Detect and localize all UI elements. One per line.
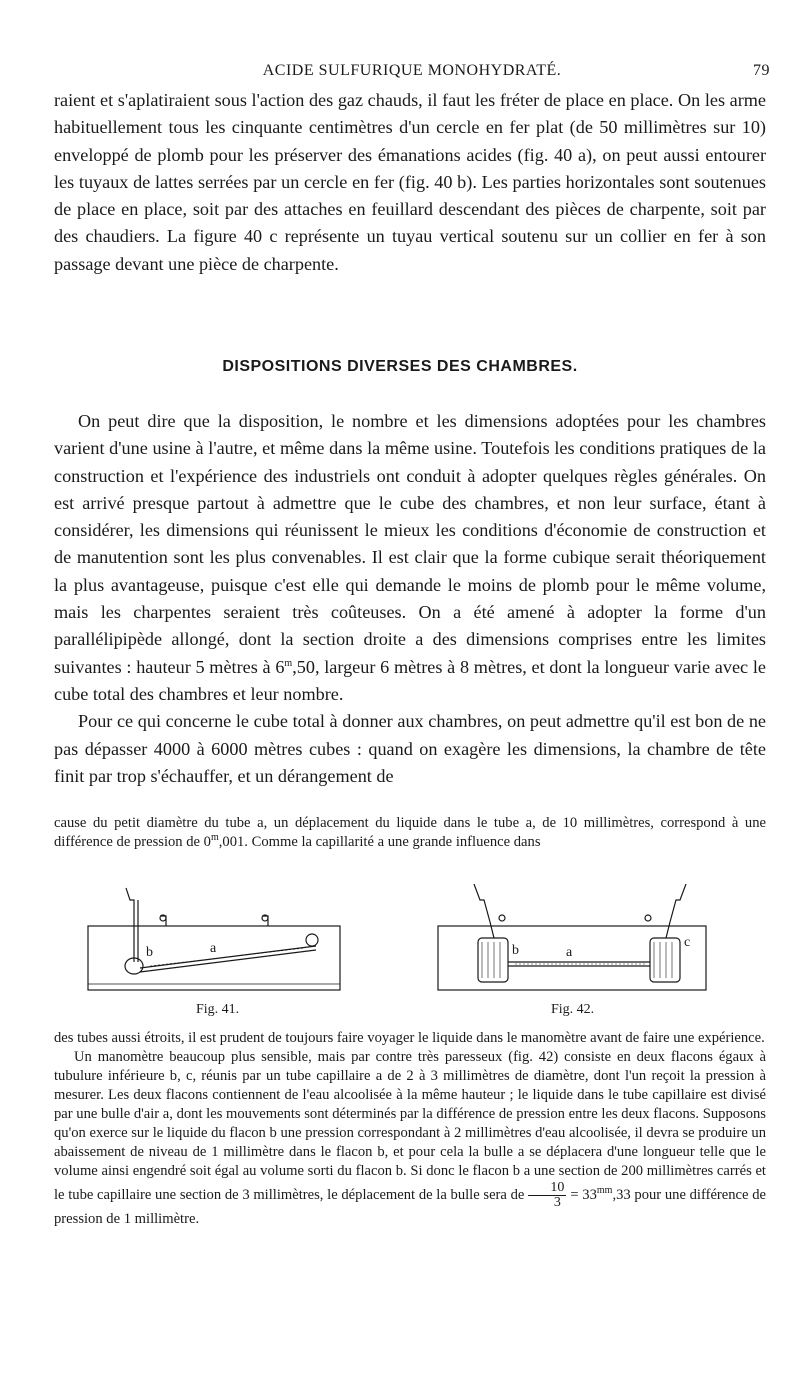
fig-42-label-c: c — [684, 935, 691, 950]
fig-42-label-a: a — [566, 945, 573, 960]
body-text-top — [54, 87, 766, 278]
footnote-tubes: des tubes aussi étroits, il est prudent de toujours faire voyager le liquide dans le manomètre avant de faire une expérience. — [54, 1030, 765, 1046]
paragraph-dispositions-b: ,50, largeur 6 mètres à 8 mètres, et dont la longueur varie avec le cube total des chambres et leur nombre. — [54, 656, 766, 704]
fig-42-label-b: b — [512, 943, 519, 958]
page-number: 79 — [753, 62, 770, 79]
footnote-manometer-a: Un manomètre beaucoup plus sensible, mais par contre très paresseux (fig. 42) consiste en deux flacons égaux à tubulure inférieure b, c, réunis par un tube capillaire a de 2 à 3 millimètres de diamètre, dont l'un reçoit la pression à mesurer. Les deux flacons contiennent de l'eau alcoolisée à la même hauteur ; le liquide dans le tube capillaire est divisé par une bulle d'air a, dont les mouvements sont déterminés par la différence de pression entre les deux flacons. Supposons qu'on exerce sur le liquide du flacon b une pression correspondant à 2 millimètres d'eau alcoolisée, il devra se produire un abaissement de niveau de 1 millimètre dans le flacon b, et pour cela la bulle a se déplacera d'une longueur telle que le volume ainsi engendré soit égal au volume sorti du flacon b. Si donc le flacon b a une section de 200 millimètres carrés et le tube capillaire une section de 3 millimètres, le déplacement de la bulle sera de — [54, 1049, 766, 1203]
fig-41-manometer-illustration — [0, 880, 800, 1000]
paragraph-cube-total: Pour ce qui concerne le cube total à donner aux chambres, on peut admettre qu'il est bon de ne pas dépasser 4000 à 6000 mètres cubes : quand on exagère les dimensions, la chambre de tête finit par trop s'échauffer, et un dérangement de — [54, 711, 766, 786]
fraction-numerator: 10 — [528, 1181, 566, 1196]
unit-superscript: m — [284, 657, 293, 669]
fig-41-label-b: b — [146, 945, 153, 960]
fig-41-caption: Fig. 41. — [196, 1002, 240, 1017]
fig-42-right-flask — [650, 938, 680, 982]
fig-42-left-tube — [474, 884, 490, 922]
unit-superscript: m — [210, 832, 219, 844]
footnote-manometer-b: = 33 — [570, 1186, 597, 1203]
paragraph-frettage: raient et s'aplatiraient sous l'action des gaz chauds, il faut les fréter de place en place. On les arme habituellement tous les cinquante centimètres d'un cercle en fer plat (de 50 millimètres sur 10) enveloppé de plomb pour les préserver des émanations acides (fig. 40 a), on peut aussi entourer les tuyaux de lattes serrées par un cercle en fer (fig. 40 b). Les parties horizontales sont soutenues de place en place, soit par des attaches en feuillard descendant des pièces de charpente, soit par des chaudiers. La figure 40 c représente un tuyau vertical soutenu sur un collier en fer à son passage devant une pièce de charpente. — [54, 90, 766, 274]
fraction-denominator: 3 — [553, 1195, 561, 1210]
header-title: ACIDE SULFURIQUE MONOHYDRATÉ. — [262, 62, 562, 79]
paragraph-dispositions — [54, 408, 766, 708]
footnote-top — [54, 814, 766, 852]
fraction — [528, 1181, 566, 1210]
footnote-continuation — [54, 814, 766, 852]
fig-41-label-a: a — [210, 941, 217, 956]
paragraph-dispositions-a: On peut dire que la disposition, le nombre et les dimensions adoptées pour les chambres varient d'une usine à l'autre, et même dans la même usine. Toutefois les conditions pratiques de la construction et l'expérience des industriels ont conduit à adopter quelques règles générales. On est arrivé presque partout à admettre que le cube des chambres, et non leur surface, étant à considérer, les dimensions qui réunissent le mieux les conditions d'économie de construction et de manutention sont les plus convenables. Il est clair que la forme cubique serait théoriquement la plus avantageuse, puisque c'est elle qui demande le moins de plomb pour le même volume, mais les charpentes seraient très coûteuses. On a été amené à adopter la forme d'un parallélipipède allongé, dont la section droite a des dimensions comprises entre les limites suivantes : hauteur 5 mètres à 6 — [54, 411, 766, 677]
figures-row — [0, 880, 800, 1020]
fig-42-right-tube — [670, 884, 686, 922]
unit-superscript: mm — [596, 1184, 613, 1196]
footnote-text-b: ,001. Comme la capillarité a une grande influence dans — [218, 834, 541, 850]
footnote-text-a: cause du petit diamètre du tube a, un déplacement du liquide dans le tube a, de 10 millimètres, correspond à une différence de pression de 0 — [54, 815, 766, 850]
footnote-manometer — [54, 1048, 766, 1229]
section-heading: DISPOSITIONS DIVERSES DES CHAMBRES. — [222, 358, 578, 375]
fig-42-left-flask — [478, 938, 508, 982]
footnote-bottom — [54, 1029, 766, 1229]
body-text-chambers — [54, 408, 766, 790]
fig-41-end-bulb — [306, 934, 318, 946]
fig-42-caption: Fig. 42. — [551, 1002, 595, 1017]
fig-41-frame — [88, 926, 340, 990]
footnote-manometer-c: ,33 pour une différence de pression de 1 millimètre. — [54, 1186, 766, 1227]
fig-41-vertical-tube — [126, 888, 138, 962]
